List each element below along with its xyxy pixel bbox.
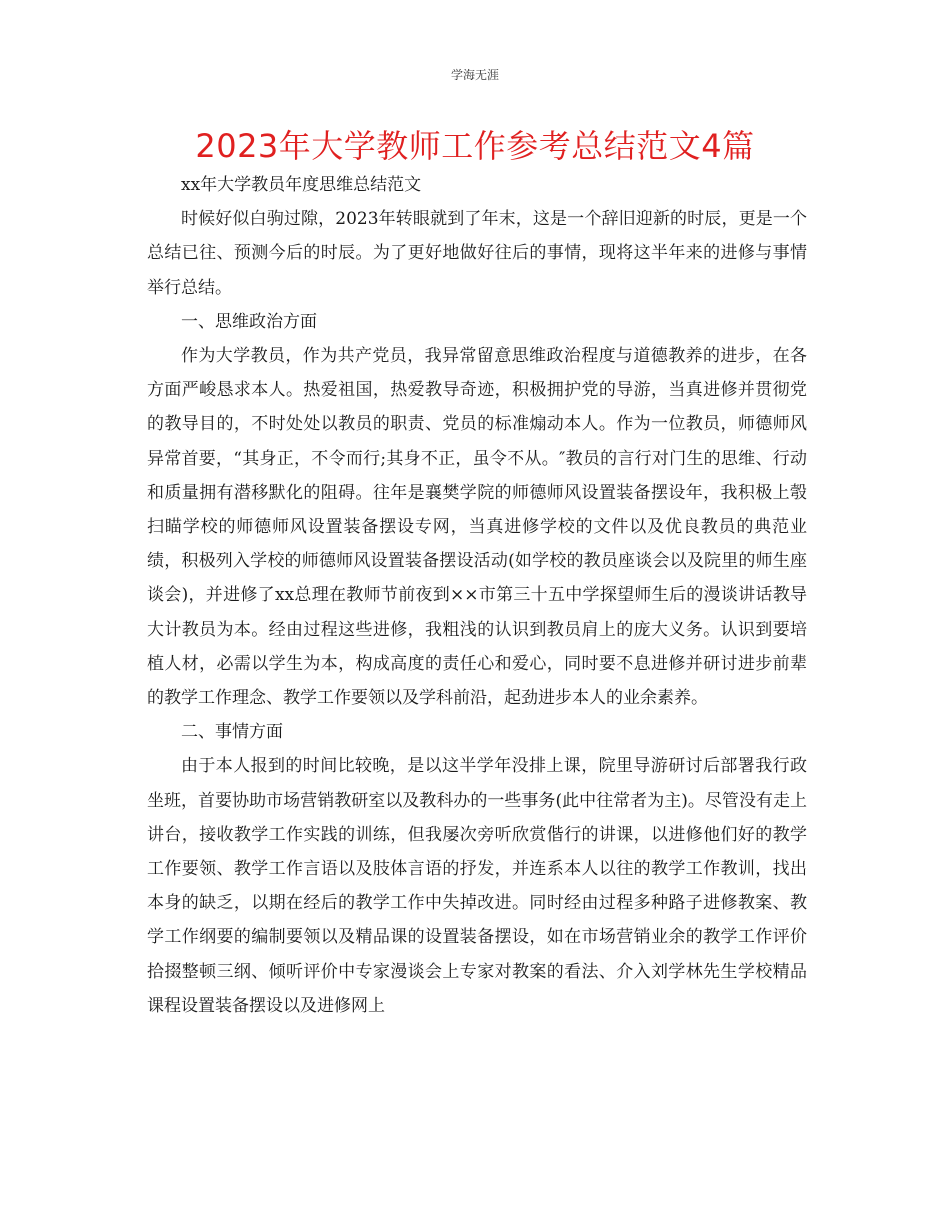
paragraph-political: 作为大学教员，作为共产党员，我异常留意思维政治程度与道德教养的进步，在各方面严峻恳求本人。热爱祖国，热爱教导奇迹，积极拥护党的导游，当真进修并贯彻党的教导目的，不时处处以教员的职责、党员的标准煽动本人。作为一位教员，师德师风异常首要，“其身正，不令而行;其身不正，虽令不从。″教员的言行对门生的思维、行动和质量拥有潜移默化的阻碍。往年是襄樊学院的师德师风设置装备摆设年，我积极上彀扫瞄学校的师德师风设置装备摆设专网，当真进修学校的文件以及优良教员的典范业绩，积极列入学校的师德师风设置装备摆设活动(如学校的教员座谈会以及院里的师生座谈会)，并进修了xx总理在教师节前夜到××市第三十五中学探望师生后的漫谈讲话教导大计教员为本。经由过程这些进修，我粗浅的认识到教员肩上的庞大义务。认识到要培植人材，必需以学生为本，构成高度的责任心和爱心，同时要不息进修并研讨进步前辈的教学工作理念、教学工作要领以及学科前沿，起劲进步本人的业余素养。 xyxy=(147,346,807,709)
section-heading-2: 二、事情方面 xyxy=(181,722,283,743)
document-title: 2023年大学教师工作参考总结范文4篇 xyxy=(195,127,755,165)
paragraph-subtitle: xx年大学教员年度思维总结范文 xyxy=(181,175,422,195)
document-body xyxy=(147,168,807,1023)
paragraph-intro: 时候好似白驹过隙，2023年转眼就到了年末，这是一个辞旧迎新的时辰，更是一个总结已往、预测今后的时辰。为了更好地做好往后的事情，现将这半年来的进修与事情举行总结。 xyxy=(147,209,807,298)
section-heading-1: 一、思维政治方面 xyxy=(181,311,317,332)
header-note: 学海无涯 xyxy=(450,68,499,82)
paragraph-work: 由于本人报到的时间比较晚，是以这半学年没排上课，院里导游研讨后部署我行政坐班，首要协助市场营销教研室以及教科办的一些事务(此中往常者为主)。尽管没有走上讲台，接收教学工作实践的训练，但我屡次旁听欣赏偕行的讲课，以进修他们好的教学工作要领、教学工作言语以及肢体言语的抒发，并连系本人以往的教学工作教训，找出本身的缺乏，以期在经后的教学工作中失掉改进。同时经由过程多种路子进修教案、教学工作纲要的编制要领以及精品课的设置装备摆设，如在市场营销业余的教学工作评价拾掇整顿三纲、倾听评价中专家漫谈会上专家对教案的看法、介入刘学林先生学校精品课程设置装备摆设以及进修网上 xyxy=(147,756,807,1016)
